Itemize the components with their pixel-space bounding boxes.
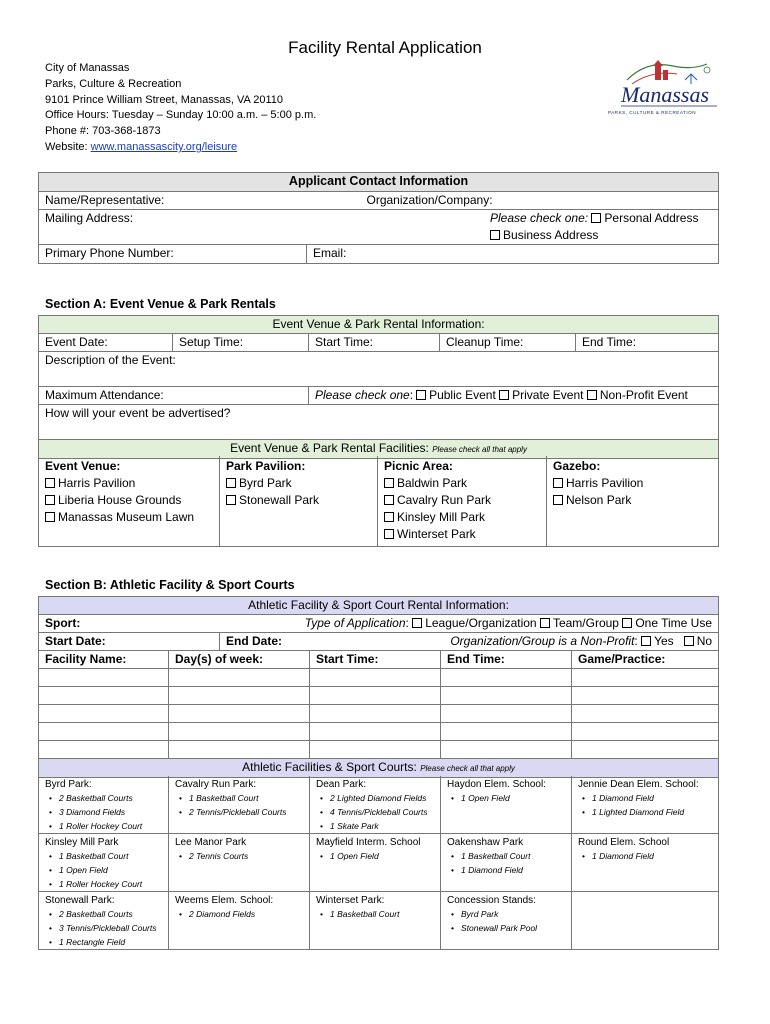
private-checkbox[interactable]: [499, 390, 509, 400]
personal-label: Personal Address: [604, 211, 699, 225]
checkbox[interactable]: [45, 495, 55, 505]
facility-name: Weems Elem. School:: [175, 895, 274, 906]
no-label: No: [696, 634, 713, 648]
nonprofit-checkbox[interactable]: [587, 390, 597, 400]
list-item: • 1 Basketball Court: [461, 849, 565, 863]
option-label: Manassas Museum Lawn: [58, 510, 195, 524]
personal-checkbox[interactable]: [591, 213, 601, 223]
facility-name: Cavalry Run Park:: [175, 779, 257, 790]
nonprofit-q: Organization/Group is a Non-Profit: [450, 634, 635, 648]
email-field[interactable]: Email:: [307, 245, 719, 264]
cell[interactable]: [572, 741, 719, 759]
option-label: Cavalry Run Park: [397, 493, 492, 507]
section-a-table: [38, 315, 719, 459]
cell[interactable]: [572, 669, 719, 687]
cell[interactable]: [39, 705, 169, 723]
sport-label: Sport:: [45, 616, 81, 630]
option-label: Stonewall Park: [239, 493, 320, 507]
court-facility[interactable]: [441, 776, 572, 834]
option-label: Liberia House Grounds: [58, 493, 182, 507]
facility-option: [45, 492, 213, 509]
amenity-list: [45, 849, 162, 891]
list-item: • 1 Basketball Court: [330, 907, 434, 921]
no-checkbox[interactable]: [684, 636, 694, 646]
website-link[interactable]: www.manassascity.org/leisure: [90, 140, 238, 153]
table-row: [39, 669, 719, 687]
facility-option: [384, 475, 540, 492]
league-checkbox[interactable]: [412, 618, 422, 628]
cell[interactable]: [441, 705, 572, 723]
yes-label: Yes: [654, 634, 674, 648]
list-item: • 3 Diamond Fields: [59, 805, 162, 819]
amenity-list: [316, 907, 434, 921]
section-b-heading: Section B: Athletic Facility & Sport Courts: [45, 578, 295, 592]
cell[interactable]: [572, 705, 719, 723]
amenity-list: [175, 791, 303, 819]
list-item: • 1 Diamond Field: [592, 849, 712, 863]
facility-option: [226, 475, 371, 492]
max-attendance-field[interactable]: Maximum Attendance:: [39, 387, 309, 405]
cell[interactable]: [169, 705, 310, 723]
facility-name: Haydon Elem. School:: [447, 779, 546, 790]
public-label: Public Event: [429, 388, 496, 402]
option-label: Kinsley Mill Park: [397, 510, 486, 524]
courts-row: [39, 776, 719, 834]
header-line: Parks, Culture & Recreation: [45, 77, 182, 90]
courts-title: [39, 759, 719, 778]
option-label: Harris Pavilion: [566, 476, 644, 490]
page-title: Facility Rental Application: [288, 38, 482, 57]
onetime-label: One Time Use: [635, 616, 713, 630]
checkbox[interactable]: [226, 478, 236, 488]
court-facility[interactable]: [310, 834, 441, 892]
team-checkbox[interactable]: [540, 618, 550, 628]
court-facility[interactable]: [572, 834, 719, 892]
cleanup-time-field[interactable]: Cleanup Time:: [440, 334, 576, 352]
facility-name: Concession Stands:: [447, 895, 536, 906]
pavilion-column: [220, 456, 378, 546]
yes-checkbox[interactable]: [641, 636, 651, 646]
courts-row: [39, 892, 719, 950]
application-type: Type of Application: League/Organization Team/Group One Time Use: [304, 616, 713, 630]
list-item: • 2 Basketball Courts: [59, 791, 162, 805]
column-heading: Gazebo:: [553, 459, 601, 473]
facilities-title-text: Event Venue & Park Rental Facilities:: [230, 441, 429, 455]
facility-name: Round Elem. School: [578, 837, 670, 848]
header-line: City of Manassas: [45, 62, 130, 74]
nonprofit-choice: Organization/Group is a Non-Profit: Yes No: [450, 634, 713, 648]
facility-option: [384, 492, 540, 509]
list-item: • 1 Roller Hockey Court: [59, 819, 162, 833]
header-line: Office Hours: Tuesday – Sunday 10:00 a.m. – 5:00 p.m.: [45, 109, 317, 122]
list-item: • 3 Tennis/Pickleball Courts: [59, 921, 162, 935]
address-type: [490, 210, 712, 244]
description-field[interactable]: Description of the Event:: [39, 352, 719, 387]
facility-option: [45, 475, 213, 492]
list-item: • 1 Open Field: [59, 863, 162, 877]
cell[interactable]: [169, 723, 310, 741]
option-label: Winterset Park: [397, 527, 476, 541]
amenity-list: [175, 907, 303, 921]
column-heading: Event Venue:: [45, 459, 121, 473]
facility-option: [553, 492, 712, 509]
manassas-logo: [607, 56, 722, 118]
list-item: • 1 Lighted Diamond Field: [592, 805, 712, 819]
onetime-checkbox[interactable]: [622, 618, 632, 628]
amenity-list: [175, 849, 303, 863]
facility-option: [384, 509, 540, 526]
cell[interactable]: [310, 741, 441, 759]
checkbox[interactable]: [384, 529, 394, 539]
col-header: Start Time:: [310, 651, 441, 669]
event-type: Please check one: Public Event Private Event Non-Profit Event: [309, 387, 719, 405]
amenity-list: [45, 907, 162, 949]
facility-name: Dean Park:: [316, 779, 367, 790]
option-label: Baldwin Park: [397, 476, 468, 490]
header-line: 9101 Prince William Street, Manassas, VA 20110: [45, 93, 284, 106]
end-time-field[interactable]: End Time:: [576, 334, 719, 352]
checkbox[interactable]: [384, 478, 394, 488]
checkbox[interactable]: [226, 495, 236, 505]
end-date-field[interactable]: [220, 633, 719, 651]
courts-note: Please check all that apply: [420, 764, 515, 773]
org-field[interactable]: Organization/Company:: [307, 192, 719, 210]
court-facility[interactable]: [169, 834, 310, 892]
col-header: Game/Practice:: [572, 651, 719, 669]
cell[interactable]: [169, 687, 310, 705]
facilities-table: [38, 456, 719, 547]
cell[interactable]: [441, 741, 572, 759]
checkbox[interactable]: [45, 512, 55, 522]
court-facility[interactable]: [572, 776, 719, 834]
list-item: • Stonewall Park Pool: [461, 921, 565, 935]
cell[interactable]: [310, 705, 441, 723]
cell[interactable]: [441, 687, 572, 705]
team-label: Team/Group: [552, 616, 619, 630]
amenity-list: [447, 791, 565, 805]
facility-name: Lee Manor Park: [175, 837, 247, 848]
facility-option: [553, 475, 712, 492]
business-checkbox[interactable]: [490, 230, 500, 240]
nonprofit-label: Non-Profit Event: [599, 388, 688, 402]
facility-name: Winterset Park:: [316, 895, 385, 906]
list-item: • 1 Diamond Field: [461, 863, 565, 877]
website-label: Website:: [45, 140, 91, 153]
contact-title: Applicant Contact Information: [39, 173, 719, 192]
court-facility[interactable]: [39, 834, 169, 892]
court-facility[interactable]: [310, 892, 441, 950]
facility-name: Byrd Park:: [45, 779, 92, 790]
table-row: [39, 687, 719, 705]
event-type-label: Please check one: [315, 388, 410, 402]
checkbox[interactable]: [553, 478, 563, 488]
setup-time-field[interactable]: Setup Time:: [173, 334, 309, 352]
option-label: Byrd Park: [239, 476, 292, 490]
checkbox[interactable]: [384, 512, 394, 522]
facility-name: Stonewall Park:: [45, 895, 115, 906]
col-header: End Time:: [441, 651, 572, 669]
start-date-field[interactable]: Start Date:: [39, 633, 220, 651]
name-field[interactable]: Name/Representative:: [39, 192, 307, 210]
cell[interactable]: [310, 687, 441, 705]
court-facility[interactable]: [169, 776, 310, 834]
cell[interactable]: [39, 741, 169, 759]
check-label: Please check one:: [490, 211, 589, 225]
list-item: • 1 Open Field: [461, 791, 565, 805]
cell[interactable]: [572, 687, 719, 705]
venue-info-title: Event Venue & Park Rental Information:: [39, 316, 719, 334]
facility-option: [226, 492, 371, 509]
table-row: [39, 705, 719, 723]
cell[interactable]: [169, 669, 310, 687]
sport-field[interactable]: [39, 615, 719, 633]
mailing-label: Mailing Address:: [45, 211, 134, 225]
facility-name: Jennie Dean Elem. School:: [578, 779, 699, 790]
list-item: • 4 Tennis/Pickleball Courts: [330, 805, 434, 819]
checkbox[interactable]: [45, 478, 55, 488]
amenity-list: [316, 791, 434, 833]
facility-name: Mayfield Interm. School: [316, 837, 421, 848]
list-item: • 1 Skate Park: [330, 819, 434, 833]
cell[interactable]: [310, 723, 441, 741]
court-facility[interactable]: [39, 892, 169, 950]
header-line: Phone #: 703-368-1873: [45, 125, 161, 138]
list-item: • 1 Roller Hockey Court: [59, 877, 162, 891]
amenity-list: [578, 791, 712, 819]
list-item: • 2 Tennis Courts: [189, 849, 303, 863]
list-item: • 1 Diamond Field: [592, 791, 712, 805]
venue-column: [39, 456, 220, 546]
court-facility[interactable]: [441, 834, 572, 892]
option-label: Harris Pavilion: [58, 476, 136, 490]
public-checkbox[interactable]: [416, 390, 426, 400]
league-label: League/Organization: [425, 616, 537, 630]
court-facility[interactable]: [39, 776, 169, 834]
private-label: Private Event: [512, 388, 584, 402]
table-row: [39, 741, 719, 759]
section-a-heading: Section A: Event Venue & Park Rentals: [45, 297, 276, 311]
contact-table: [38, 172, 719, 264]
checkbox[interactable]: [553, 495, 563, 505]
amenity-list: [316, 849, 434, 863]
logo-tagline: PARKS, CULTURE & RECREATION: [608, 110, 697, 115]
phone-field[interactable]: Primary Phone Number:: [39, 245, 307, 264]
courts-row: [39, 834, 719, 892]
facility-name: Oakenshaw Park: [447, 837, 524, 848]
cell[interactable]: [310, 669, 441, 687]
facility-option: [45, 509, 213, 526]
checkbox[interactable]: [384, 495, 394, 505]
cell[interactable]: [169, 741, 310, 759]
facility-name: Kinsley Mill Park: [45, 837, 119, 848]
cell[interactable]: [39, 669, 169, 687]
type-label: Type of Application: [304, 616, 406, 630]
header-line: [45, 140, 316, 156]
section-b-table: [38, 596, 719, 778]
list-item: • 1 Rectangle Field: [59, 935, 162, 949]
list-item: • 2 Lighted Diamond Fields: [330, 791, 434, 805]
column-heading: Park Pavilion:: [226, 459, 306, 473]
court-facility[interactable]: [169, 892, 310, 950]
cell[interactable]: [441, 723, 572, 741]
amenity-list: [578, 849, 712, 863]
list-item: • Byrd Park: [461, 907, 565, 921]
end-date-label: End Date:: [226, 634, 283, 648]
facility-option: [384, 526, 540, 543]
gazebo-column: [547, 456, 719, 546]
col-header: Facility Name:: [39, 651, 169, 669]
amenity-list: [447, 849, 565, 877]
table-row: [39, 723, 719, 741]
event-date-field[interactable]: Event Date:: [39, 334, 173, 352]
advertised-field[interactable]: How will your event be advertised?: [39, 405, 719, 440]
facilities-note: Please check all that apply: [432, 445, 527, 454]
athletic-info-title: Athletic Facility & Sport Court Rental Information:: [39, 597, 719, 615]
cell[interactable]: [39, 723, 169, 741]
court-facility[interactable]: [572, 892, 719, 950]
list-item: • 1 Open Field: [330, 849, 434, 863]
picnic-column: [378, 456, 547, 546]
mailing-field[interactable]: [39, 210, 719, 245]
courts-table: [38, 776, 719, 950]
option-label: Nelson Park: [566, 493, 632, 507]
courts-title-text: Athletic Facilities & Sport Courts:: [242, 760, 417, 774]
logo-wordmark: Manassas: [621, 82, 710, 107]
amenity-list: [447, 907, 565, 935]
list-item: • 1 Basketball Court: [189, 791, 303, 805]
list-item: • 2 Diamond Fields: [189, 907, 303, 921]
list-item: • 2 Basketball Courts: [59, 907, 162, 921]
court-facility[interactable]: [310, 776, 441, 834]
list-item: • 1 Basketball Court: [59, 849, 162, 863]
list-item: • 2 Tennis/Pickleball Courts: [189, 805, 303, 819]
column-heading: Picnic Area:: [384, 459, 453, 473]
org-header: [45, 61, 316, 156]
col-header: Day(s) of week:: [169, 651, 310, 669]
cell[interactable]: [39, 687, 169, 705]
start-time-field[interactable]: Start Time:: [309, 334, 440, 352]
cell[interactable]: [441, 669, 572, 687]
amenity-list: [45, 791, 162, 833]
business-label: Business Address: [503, 228, 599, 242]
court-facility[interactable]: [441, 892, 572, 950]
cell[interactable]: [572, 723, 719, 741]
